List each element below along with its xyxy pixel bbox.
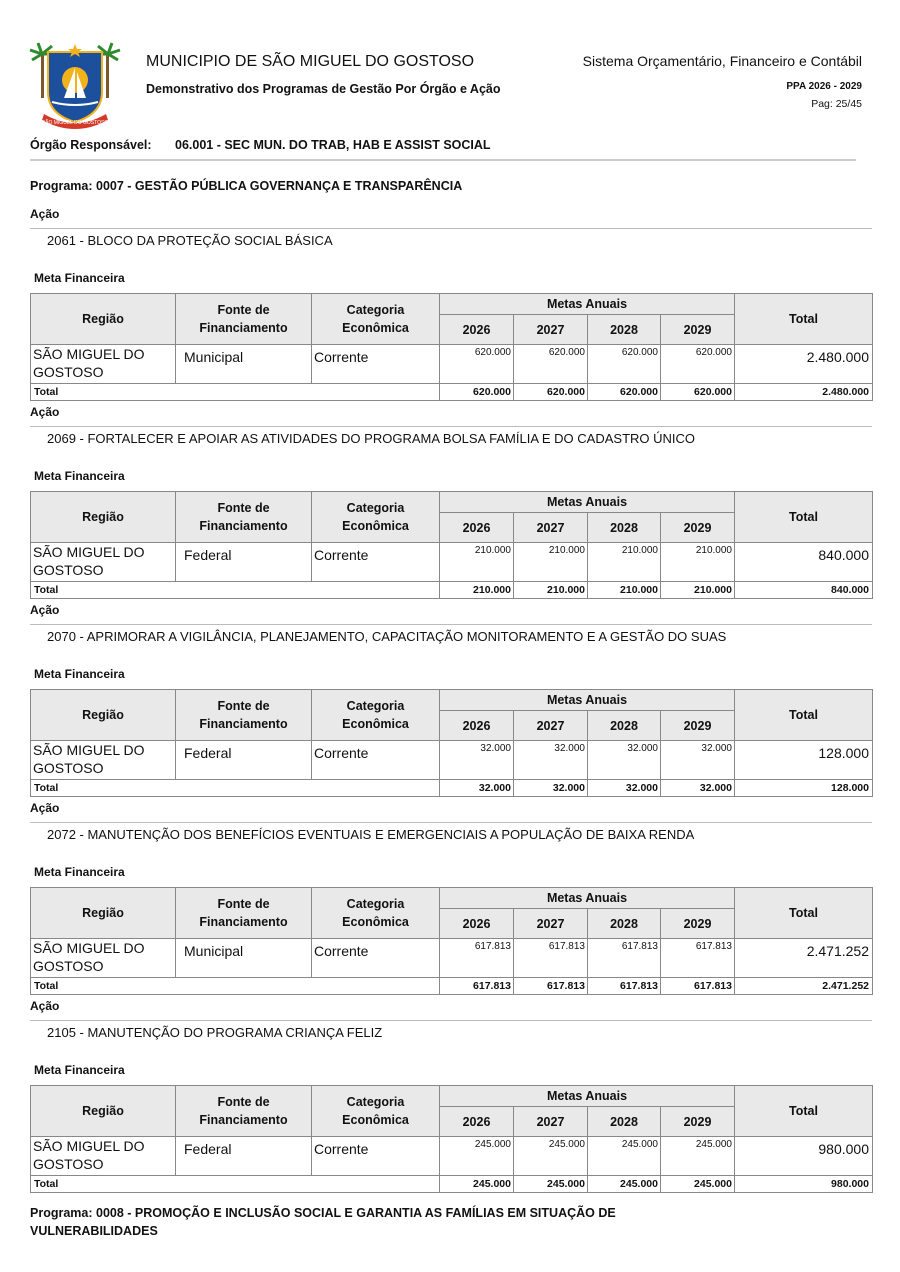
cell-regiao: SÃO MIGUEL DO GOSTOSO (31, 1137, 176, 1176)
acao-title: 2069 - FORTALECER E APOIAR AS ATIVIDADES DO PROGRAMA BOLSA FAMÍLIA E DO CADASTRO ÚNICO (47, 431, 696, 446)
cell-value-2029: 245.000 (661, 1137, 735, 1176)
col-header-year: 2026 (440, 315, 514, 345)
col-header-fonte: Fonte de Financiamento (176, 492, 312, 543)
table-row (31, 543, 873, 582)
total-row-label: Total (31, 978, 440, 995)
cell-value-2026: 620.000 (440, 345, 514, 384)
cell-fonte: Federal (176, 1137, 312, 1176)
col-header-fonte: Fonte de Financiamento (176, 690, 312, 741)
cell-total: 980.000 (735, 1137, 873, 1176)
col-header-metas-anuais: Metas Anuais (440, 492, 735, 513)
cell-value-2026: 617.813 (440, 939, 514, 978)
total-row-label: Total (31, 780, 440, 797)
col-header-regiao: Região (31, 1086, 176, 1137)
col-header-year: 2026 (440, 513, 514, 543)
cell-value-2028: 210.000 (588, 543, 661, 582)
total-row-label: Total (31, 384, 440, 401)
col-header-year: 2028 (588, 1107, 661, 1137)
total-row (31, 582, 873, 599)
municipal-coat-of-arms-logo (28, 40, 122, 130)
col-header-year: 2028 (588, 711, 661, 741)
cell-categoria: Corrente (312, 1137, 440, 1176)
col-header-fonte: Fonte de Financiamento (176, 1086, 312, 1137)
meta-financeira-label: Meta Financeira (34, 469, 125, 483)
cell-total: 2.471.252 (735, 939, 873, 978)
table-row (31, 345, 873, 384)
cell-value-2028: 32.000 (588, 741, 661, 780)
col-header-regiao: Região (31, 690, 176, 741)
acao-label: Ação (30, 405, 60, 419)
col-header-year: 2026 (440, 711, 514, 741)
total-row (31, 384, 873, 401)
meta-financeira-table (30, 1085, 873, 1193)
cell-fonte: Municipal (176, 345, 312, 384)
cell-value-2027: 245.000 (514, 1137, 588, 1176)
cell-regiao: SÃO MIGUEL DO GOSTOSO (31, 345, 176, 384)
cell-categoria: Corrente (312, 741, 440, 780)
total-2027: 245.000 (514, 1176, 588, 1193)
total-2026: 32.000 (440, 780, 514, 797)
col-header-regiao: Região (31, 492, 176, 543)
col-header-fonte: Fonte de Financiamento (176, 888, 312, 939)
col-header-regiao: Região (31, 888, 176, 939)
total-geral: 128.000 (735, 780, 873, 797)
acao-divider (30, 822, 872, 823)
acao-divider (30, 1020, 872, 1021)
acao-label: Ação (30, 999, 60, 1013)
cell-fonte: Municipal (176, 939, 312, 978)
col-header-regiao: Região (31, 294, 176, 345)
divider (30, 159, 856, 161)
total-2026: 210.000 (440, 582, 514, 599)
col-header-total: Total (735, 888, 873, 939)
cell-value-2029: 617.813 (661, 939, 735, 978)
col-header-year: 2028 (588, 315, 661, 345)
total-2028: 620.000 (588, 384, 661, 401)
col-header-year: 2029 (661, 1107, 735, 1137)
col-header-categoria: Categoria Econômica (312, 690, 440, 741)
cell-value-2026: 210.000 (440, 543, 514, 582)
total-row (31, 1176, 873, 1193)
col-header-year: 2027 (514, 513, 588, 543)
cell-value-2029: 210.000 (661, 543, 735, 582)
orgao-label: Órgão Responsável: (30, 138, 152, 152)
report-title: Demonstrativo dos Programas de Gestão Por Órgão e Ação (146, 82, 501, 96)
total-2029: 245.000 (661, 1176, 735, 1193)
total-geral: 840.000 (735, 582, 873, 599)
cell-value-2029: 620.000 (661, 345, 735, 384)
col-header-total: Total (735, 294, 873, 345)
total-2029: 210.000 (661, 582, 735, 599)
col-header-categoria: Categoria Econômica (312, 294, 440, 345)
col-header-categoria: Categoria Econômica (312, 888, 440, 939)
acao-divider (30, 624, 872, 625)
col-header-metas-anuais: Metas Anuais (440, 294, 735, 315)
cell-fonte: Federal (176, 741, 312, 780)
cell-value-2027: 617.813 (514, 939, 588, 978)
cell-value-2027: 32.000 (514, 741, 588, 780)
acao-divider (30, 426, 872, 427)
logo-ribbon-text: SÃO MIGUEL DO GOSTOSO (41, 120, 109, 126)
cell-categoria: Corrente (312, 543, 440, 582)
total-2029: 32.000 (661, 780, 735, 797)
total-row (31, 780, 873, 797)
acao-title: 2105 - MANUTENÇÃO DO PROGRAMA CRIANÇA FELIZ (47, 1025, 383, 1040)
col-header-year: 2027 (514, 315, 588, 345)
col-header-total: Total (735, 690, 873, 741)
total-2029: 617.813 (661, 978, 735, 995)
cell-categoria: Corrente (312, 939, 440, 978)
col-header-year: 2028 (588, 909, 661, 939)
col-header-year: 2029 (661, 513, 735, 543)
total-2029: 620.000 (661, 384, 735, 401)
total-row-label: Total (31, 582, 440, 599)
acao-label: Ação (30, 207, 60, 221)
acao-title: 2061 - BLOCO DA PROTEÇÃO SOCIAL BÁSICA (47, 233, 333, 248)
acao-label: Ação (30, 603, 60, 617)
cell-value-2028: 617.813 (588, 939, 661, 978)
meta-financeira-table (30, 887, 873, 995)
system-name: Sistema Orçamentário, Financeiro e Contábil (582, 53, 862, 69)
total-geral: 2.471.252 (735, 978, 873, 995)
meta-financeira-label: Meta Financeira (34, 667, 125, 681)
cell-value-2029: 32.000 (661, 741, 735, 780)
total-2028: 245.000 (588, 1176, 661, 1193)
col-header-total: Total (735, 1086, 873, 1137)
municipality-title: MUNICIPIO DE SÃO MIGUEL DO GOSTOSO (146, 53, 475, 70)
orgao-value: 06.001 - SEC MUN. DO TRAB, HAB E ASSIST SOCIAL (175, 138, 491, 152)
col-header-year: 2029 (661, 711, 735, 741)
total-2026: 620.000 (440, 384, 514, 401)
col-header-categoria: Categoria Econômica (312, 1086, 440, 1137)
total-geral: 2.480.000 (735, 384, 873, 401)
cell-value-2027: 210.000 (514, 543, 588, 582)
acao-title: 2072 - MANUTENÇÃO DOS BENEFÍCIOS EVENTUAIS E EMERGENCIAIS A POPULAÇÃO DE BAIXA RENDA (47, 827, 695, 842)
table-row (31, 741, 873, 780)
cell-regiao: SÃO MIGUEL DO GOSTOSO (31, 741, 176, 780)
programa-title: Programa: 0008 - PROMOÇÃO E INCLUSÃO SOCIAL E GARANTIA AS FAMÍLIAS EM SITUAÇÃO DE VULNERABILIDADES (30, 1206, 616, 1238)
cell-total: 128.000 (735, 741, 873, 780)
col-header-metas-anuais: Metas Anuais (440, 690, 735, 711)
meta-financeira-label: Meta Financeira (34, 271, 125, 285)
total-row (31, 978, 873, 995)
total-row-label: Total (31, 1176, 440, 1193)
ppa-period: PPA 2026 - 2029 (786, 81, 862, 92)
cell-value-2026: 32.000 (440, 741, 514, 780)
col-header-total: Total (735, 492, 873, 543)
col-header-year: 2026 (440, 909, 514, 939)
col-header-year: 2027 (514, 909, 588, 939)
col-header-year: 2029 (661, 315, 735, 345)
programa-title: Programa: 0007 - GESTÃO PÚBLICA GOVERNANÇA E TRANSPARÊNCIA (30, 179, 463, 193)
cell-categoria: Corrente (312, 345, 440, 384)
page-number: Pag: 25/45 (811, 98, 862, 110)
total-2028: 32.000 (588, 780, 661, 797)
cell-regiao: SÃO MIGUEL DO GOSTOSO (31, 939, 176, 978)
total-2026: 245.000 (440, 1176, 514, 1193)
table-row (31, 939, 873, 978)
total-2027: 210.000 (514, 582, 588, 599)
col-header-year: 2028 (588, 513, 661, 543)
total-2026: 617.813 (440, 978, 514, 995)
cell-total: 840.000 (735, 543, 873, 582)
col-header-metas-anuais: Metas Anuais (440, 1086, 735, 1107)
col-header-year: 2029 (661, 909, 735, 939)
col-header-year: 2027 (514, 1107, 588, 1137)
total-2027: 620.000 (514, 384, 588, 401)
orgao-responsavel (30, 138, 491, 152)
col-header-year: 2026 (440, 1107, 514, 1137)
meta-financeira-label: Meta Financeira (34, 865, 125, 879)
meta-financeira-table (30, 293, 873, 401)
meta-financeira-table (30, 491, 873, 599)
meta-financeira-label: Meta Financeira (34, 1063, 125, 1077)
col-header-fonte: Fonte de Financiamento (176, 294, 312, 345)
col-header-categoria: Categoria Econômica (312, 492, 440, 543)
table-row (31, 1137, 873, 1176)
cell-regiao: SÃO MIGUEL DO GOSTOSO (31, 543, 176, 582)
cell-value-2028: 620.000 (588, 345, 661, 384)
cell-value-2026: 245.000 (440, 1137, 514, 1176)
acao-divider (30, 228, 872, 229)
acao-title: 2070 - APRIMORAR A VIGILÂNCIA, PLANEJAMENTO, CAPACITAÇÃO MONITORAMENTO E A GESTÃO DO SUAS (47, 629, 727, 644)
total-geral: 980.000 (735, 1176, 873, 1193)
col-header-metas-anuais: Metas Anuais (440, 888, 735, 909)
cell-value-2027: 620.000 (514, 345, 588, 384)
total-2028: 210.000 (588, 582, 661, 599)
total-2027: 617.813 (514, 978, 588, 995)
acao-label: Ação (30, 801, 60, 815)
col-header-year: 2027 (514, 711, 588, 741)
total-2027: 32.000 (514, 780, 588, 797)
cell-fonte: Federal (176, 543, 312, 582)
total-2028: 617.813 (588, 978, 661, 995)
meta-financeira-table (30, 689, 873, 797)
cell-total: 2.480.000 (735, 345, 873, 384)
cell-value-2028: 245.000 (588, 1137, 661, 1176)
